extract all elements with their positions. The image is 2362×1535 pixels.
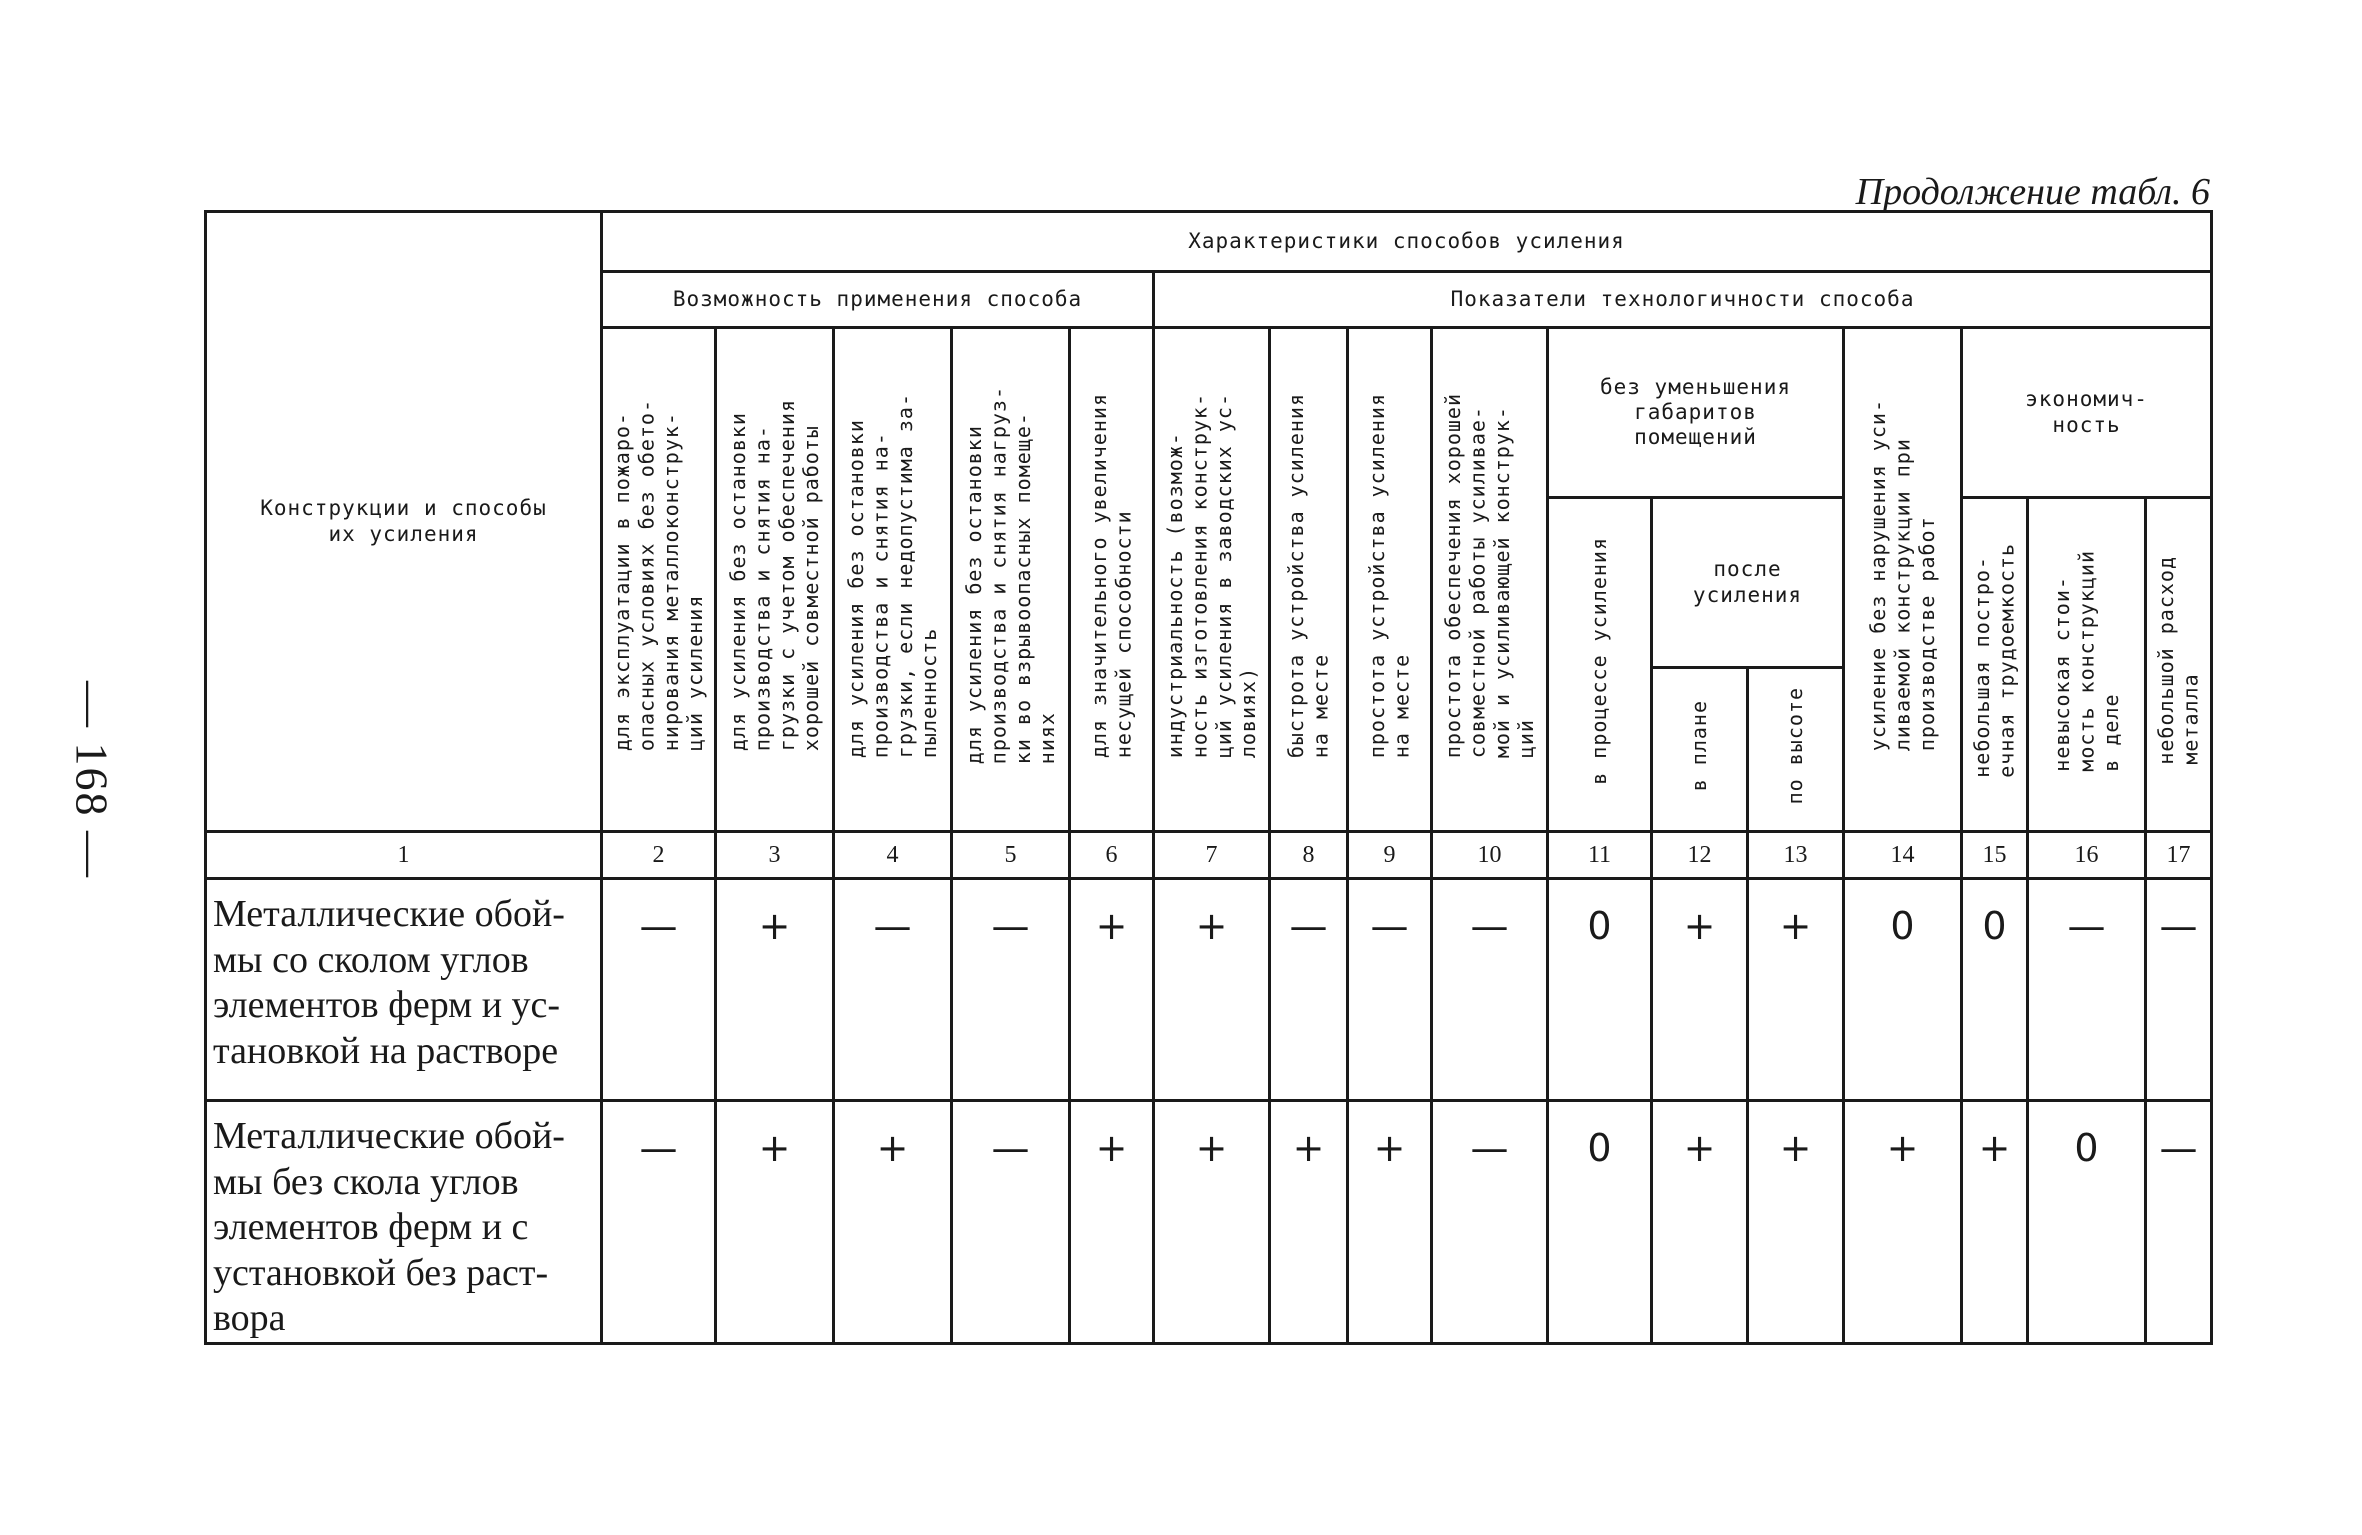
- mark-cell: —: [2146, 879, 2212, 1101]
- mark-cell: +: [1844, 1101, 1962, 1344]
- table-row: [206, 1101, 2212, 1344]
- mark-cell: +: [716, 1101, 834, 1344]
- column-header-2: для эксплуатации в пожаро- опасных условиях без обето- нирования металлоконструк- ций усиления: [602, 328, 716, 832]
- column-header-6: для значительного увеличения несущей способности: [1070, 328, 1154, 832]
- column-number-row: [206, 832, 2212, 879]
- mark-cell: —: [1270, 879, 1348, 1101]
- mark-cell: +: [1652, 879, 1748, 1101]
- row-label: Металлические обой- мы со сколом углов элементов ферм и ус- тановкой на растворе: [206, 879, 602, 1101]
- mark-cell: +: [1962, 1101, 2028, 1344]
- column-number: 16: [2028, 832, 2146, 879]
- page-number: — 168 —: [66, 681, 118, 879]
- column-number: 9: [1348, 832, 1432, 879]
- mark-cell: —: [1348, 879, 1432, 1101]
- column-number: 14: [1844, 832, 1962, 879]
- mark-cell: —: [952, 1101, 1070, 1344]
- mark-cell: +: [1154, 879, 1270, 1101]
- column-number: 15: [1962, 832, 2028, 879]
- mark-cell: 0: [2028, 1101, 2146, 1344]
- strengthening-methods-table: [204, 210, 2213, 1345]
- mark-cell: +: [1748, 1101, 1844, 1344]
- column-header-3: для усиления без остановки производства и снятия на- грузки с учетом обеспечения хорошей совместной работы: [716, 328, 834, 832]
- mark-cell: 0: [1548, 1101, 1652, 1344]
- column-header-13: по высоте: [1748, 668, 1844, 832]
- economy-group-header: экономич- ность: [1962, 328, 2212, 498]
- column-number: 11: [1548, 832, 1652, 879]
- mark-cell: 0: [1962, 879, 2028, 1101]
- mark-cell: —: [2146, 1101, 2212, 1344]
- no-reduction-group-header: без уменьшения габаритов помещений: [1548, 328, 1844, 498]
- column-header-4: для усиления без остановки производства и снятия на- грузки, если недопустима за- пыленность: [834, 328, 952, 832]
- mark-cell: +: [1270, 1101, 1348, 1344]
- mark-cell: +: [1748, 879, 1844, 1101]
- mark-cell: —: [602, 1101, 716, 1344]
- mark-cell: +: [716, 879, 834, 1101]
- column-header-12: в плане: [1652, 668, 1748, 832]
- column-header-8: быстрота устройства усиления на месте: [1270, 328, 1348, 832]
- mark-cell: —: [1432, 1101, 1548, 1344]
- column-number: 1: [206, 832, 602, 879]
- column-number: 5: [952, 832, 1070, 879]
- column-header-10: простота обеспечения хорошей совместной работы усиливае- мой и усиливающей конструк- ций: [1432, 328, 1548, 832]
- table-row: [206, 879, 2212, 1101]
- table-continuation-caption: Продолжение табл. 6: [1855, 171, 2210, 213]
- column-number: 7: [1154, 832, 1270, 879]
- mark-cell: —: [1432, 879, 1548, 1101]
- column-number: 4: [834, 832, 952, 879]
- column-header-11: в процессе усиления: [1548, 498, 1652, 832]
- mark-cell: +: [1070, 1101, 1154, 1344]
- characteristics-header: Характеристики способов усиления: [602, 212, 2212, 272]
- column-number: 17: [2146, 832, 2212, 879]
- column-number: 2: [602, 832, 716, 879]
- mark-cell: 0: [1844, 879, 1962, 1101]
- column-header-5: для усиления без остановки производства и снятия нагруз- ки во взрывоопасных помеще- ниях: [952, 328, 1070, 832]
- column-header-7: индустриальность (возмож- ность изготовления конструк- ций усиления в заводских ус- ловиях): [1154, 328, 1270, 832]
- mark-cell: 0: [1548, 879, 1652, 1101]
- mark-cell: +: [1154, 1101, 1270, 1344]
- row-label: Металлические обой- мы без скола углов элементов ферм и с установкой без раст- вора: [206, 1101, 602, 1344]
- column-header-17: небольшой расход металла: [2146, 498, 2212, 832]
- technology-group-header: Показатели технологичности способа: [1154, 272, 2212, 328]
- column-number: 6: [1070, 832, 1154, 879]
- mark-cell: —: [602, 879, 716, 1101]
- mark-cell: —: [952, 879, 1070, 1101]
- column-number: 13: [1748, 832, 1844, 879]
- column-number: 12: [1652, 832, 1748, 879]
- mark-cell: +: [1348, 1101, 1432, 1344]
- column-header-9: простота устройства усиления на месте: [1348, 328, 1432, 832]
- after-strengthening-group-header: после усиления: [1652, 498, 1844, 668]
- column-number: 10: [1432, 832, 1548, 879]
- first-column-header: Конструкции и способы их усиления: [206, 212, 602, 832]
- mark-cell: —: [834, 879, 952, 1101]
- mark-cell: +: [1652, 1101, 1748, 1344]
- column-number: 3: [716, 832, 834, 879]
- column-header-16: невысокая стои- мость конструкций в деле: [2028, 498, 2146, 832]
- mark-cell: —: [2028, 879, 2146, 1101]
- applicability-group-header: Возможность применения способа: [602, 272, 1154, 328]
- mark-cell: +: [834, 1101, 952, 1344]
- column-header-15: небольшая постро- ечная трудоемкость: [1962, 498, 2028, 832]
- column-header-14: усиление без нарушения уси- ливаемой конструкции при производстве работ: [1844, 328, 1962, 832]
- mark-cell: +: [1070, 879, 1154, 1101]
- column-number: 8: [1270, 832, 1348, 879]
